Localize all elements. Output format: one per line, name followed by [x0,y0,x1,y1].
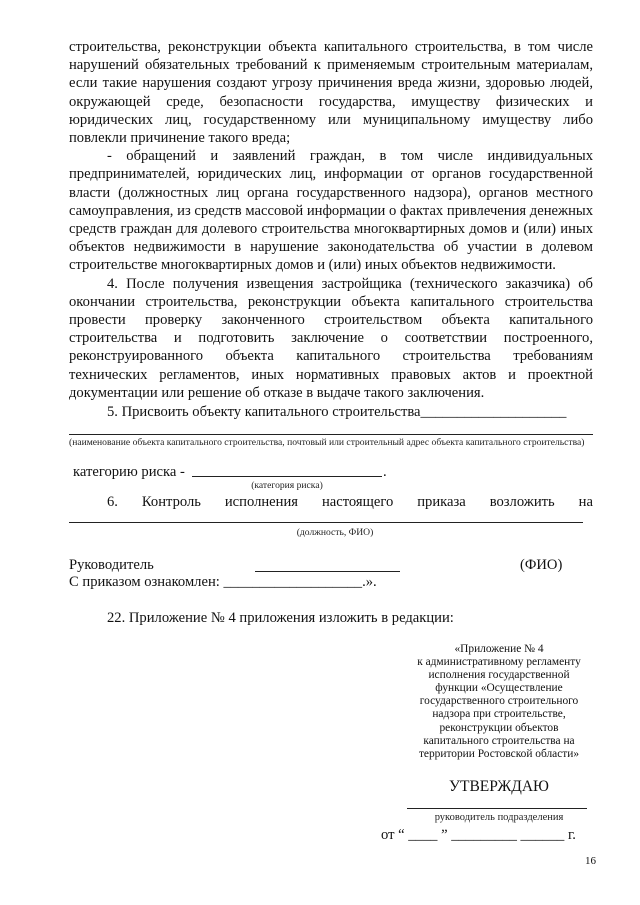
appendix-header [404,643,594,761]
approver-hint: руководитель подразделения [434,812,564,823]
item-6-word: возложить [489,494,555,510]
head-label: Руководитель [69,557,154,573]
head-fio-label: (ФИО) [520,557,563,573]
paragraph-citizen-appeals: - обращений и заявлений граждан, в том числе индивидуальных предпринимателей, юридических лиц, информации от органов государственной власти (должностных лиц органа государственного надзора), органов местного самоуправления, из средств массовой информации о фактах привлечения денежных средств граждан для долевого строительства многоквартирных домов и (или) иных объектов недвижимости в нарушение законодательства об участии в долевом строительстве многоквартирных домов и (или) иных объектов недвижимости. [69,148,593,274]
item-6-word: 6. [107,494,118,510]
acknowledged-line: С приказом ознакомлен: ___________________.». [69,574,377,590]
risk-category-hint: (категория риска) [251,480,323,491]
responsible-person-rule [69,522,583,523]
appendix-line: исполнения государственной [428,669,570,682]
approver-signature-rule [407,808,587,809]
risk-category-rule [192,476,382,477]
approval-date-line: от “ ____ ” _________ ______ г. [381,827,576,843]
appendix-line: функции «Осуществление [435,682,563,695]
item-6-word: исполнения [224,494,298,510]
body-text [69,38,593,402]
risk-category-end: . [383,464,387,480]
item-22-text: 22. Приложение № 4 приложения изложить в редакции: [107,610,454,626]
item-6-word: Контроль [141,494,201,510]
appendix-line: надзора при строительстве, [432,708,566,721]
paragraph-item-4: 4. После получения извещения застройщика (технического заказчика) об окончании строительства, реконструкции объекта капитального строительства провести проверку законченного строительством объекта капитального строительства и подготовить заключение о соответствии построенного, реконструированного объекта капитального строительства требованиям технических регламентов, иных нормативных правовых актов и проектной документации или решение об отказе в выдаче такого заключения. [69,275,593,401]
appendix-line: государственного строительного [419,695,579,708]
risk-category-label: категорию риска - [73,464,185,480]
item-6-line [107,493,593,511]
object-name-rule [69,434,593,435]
appendix-line: капитального строительства на [423,734,575,747]
paragraph-continuation: строительства, реконструкции объекта капитального строительства, в том числе нарушений обязательных требований к применяемым строительным материалам, если такие нарушения создают угрозу причинения вреда жизни, здоровью людей, окружающей среде, безопасности государства, имуществу физических и юридических лиц, государственному или муниципальному имуществу либо повлекли причинение такого вреда; [69,39,593,147]
item-6-word: на [578,494,593,510]
object-name-hint: (наименование объекта капитального строительства, почтовый или строительный адрес объекта капитального строительства) [69,437,585,448]
appendix-line: «Приложение № 4 [454,643,544,655]
responsible-person-hint: (должность, ФИО) [296,527,374,538]
page-number: 16 [585,855,596,867]
head-signature-rule [255,571,400,572]
item-5-text: 5. Присвоить объекту капитального строительства____________________ [107,404,567,420]
item-6-word: приказа [417,494,466,510]
appendix-line: к административному регламенту [417,656,581,669]
appendix-line: территории Ростовской области» [418,747,580,760]
item-6-word: настоящего [321,494,394,510]
appendix-line: реконструкции объектов [439,721,559,734]
approve-heading: УТВЕРЖДАЮ [449,778,549,795]
